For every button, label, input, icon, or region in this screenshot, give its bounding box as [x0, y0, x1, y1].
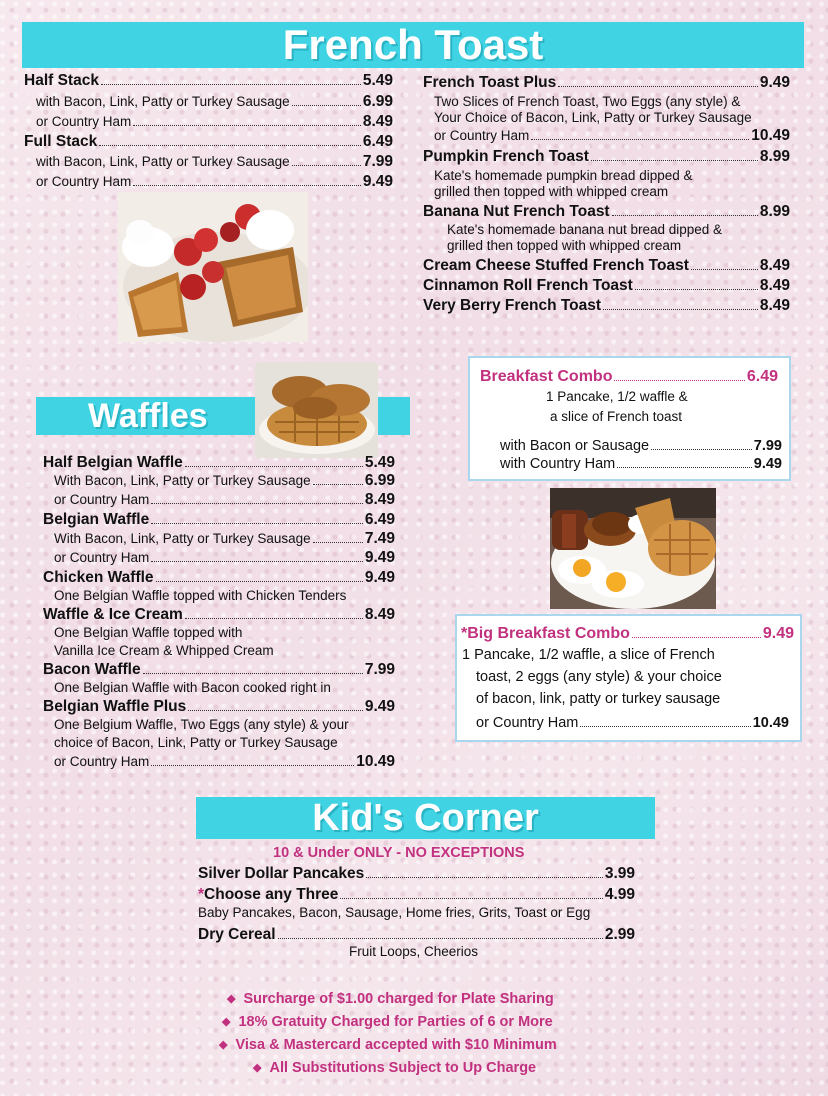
menu-option-half-belgian-bacon: With Bacon, Link, Patty or Turkey Sausage 6.99 — [54, 472, 395, 489]
menu-option-half-stack-ham: or Country Ham 8.49 — [36, 113, 393, 130]
waffle-plus-desc-1: One Belgium Waffle, Two Eggs (any style) & your — [54, 717, 349, 732]
big-combo-desc-3: of bacon, link, patty or turkey sausage — [476, 691, 721, 707]
ice-cream-desc-2: Vanilla Ice Cream & Whipped Cream — [54, 643, 274, 658]
menu-option-french-toast-plus-ham: or Country Ham 10.49 — [434, 127, 790, 144]
waffles-title: Waffles — [88, 397, 208, 435]
menu-item-banana-nut-french-toast: Banana Nut French Toast 8.99 — [423, 203, 790, 221]
pumpkin-desc-2: grilled then topped with whipped cream — [434, 184, 669, 199]
chicken-waffle-desc: One Belgian Waffle topped with Chicken Tenders — [54, 588, 347, 603]
note-substitutions: ◆ All Substitutions Subject to Up Charge — [253, 1060, 537, 1076]
menu-option-half-belgian-ham: or Country Ham 8.49 — [54, 491, 395, 508]
french-toast-photo — [118, 192, 308, 342]
big-combo-desc-2: toast, 2 eggs (any style) & your choice — [476, 669, 722, 685]
kids-corner-banner — [196, 797, 655, 839]
menu-item-pumpkin-french-toast: Pumpkin French Toast 8.99 — [423, 148, 790, 166]
pumpkin-desc-1: Kate's homemade pumpkin bread dipped & — [434, 168, 693, 183]
banana-desc-1: Kate's homemade banana nut bread dipped & — [447, 222, 723, 237]
bullet-icon: ◆ — [227, 993, 236, 1005]
kids-cereal-desc: Fruit Loops, Cheerios — [349, 944, 479, 959]
kids-choose-desc: Baby Pancakes, Bacon, Sausage, Home fries, Grits, Toast or Egg — [198, 905, 591, 920]
bullet-icon: ◆ — [222, 1016, 231, 1028]
kids-item-choose-any-three: *Choose any Three 4.99 — [198, 886, 635, 904]
french-toast-plus-desc-2: Your Choice of Bacon, Link, Patty or Turkey Sausage — [434, 110, 752, 125]
menu-option-half-stack-bacon: with Bacon, Link, Patty or Turkey Sausage 6.99 — [36, 93, 393, 110]
breakfast-combo-ham-option: with Country Ham 9.49 — [500, 456, 782, 473]
menu-item-waffle-ice-cream: Waffle & Ice Cream 8.49 — [43, 606, 395, 624]
menu-item-cinnamon-roll: Cinnamon Roll French Toast 8.49 — [423, 277, 790, 295]
menu-item-bacon-waffle: Bacon Waffle 7.99 — [43, 661, 395, 679]
kids-item-dry-cereal: Dry Cereal 2.99 — [198, 926, 635, 944]
menu-item-cream-cheese-stuffed: Cream Cheese Stuffed French Toast 8.49 — [423, 257, 790, 275]
kids-restriction: 10 & Under ONLY - NO EXCEPTIONS — [273, 845, 525, 861]
banana-desc-2: grilled then topped with whipped cream — [447, 238, 682, 253]
menu-item-half-stack: Half Stack 5.49 — [24, 72, 393, 90]
french-toast-plus-desc-1: Two Slices of French Toast, Two Eggs (any style) & — [434, 94, 741, 109]
french-toast-banner — [22, 22, 804, 68]
big-combo-desc-1: 1 Pancake, 1/2 waffle, a slice of French — [462, 647, 715, 663]
note-plate-sharing: ◆ Surcharge of $1.00 charged for Plate Sharing — [227, 991, 554, 1007]
menu-item-belgian-waffle: Belgian Waffle 6.49 — [43, 511, 395, 529]
note-payment: ◆ Visa & Mastercard accepted with $10 Minimum — [219, 1037, 557, 1053]
bullet-icon: ◆ — [219, 1039, 228, 1051]
menu-item-very-berry: Very Berry French Toast 8.49 — [423, 297, 790, 315]
big-combo-ham-option: or Country Ham 10.49 — [476, 715, 789, 732]
ice-cream-desc-1: One Belgian Waffle topped with — [54, 625, 243, 640]
kids-corner-title: Kid's Corner — [312, 797, 539, 839]
waffle-plus-desc-2: choice of Bacon, Link, Patty or Turkey Sausage — [54, 735, 338, 750]
breakfast-combo-desc-2: a slice of French toast — [550, 409, 683, 424]
menu-item-full-stack: Full Stack 6.49 — [24, 133, 393, 151]
big-breakfast-combo-title: *Big Breakfast Combo 9.49 — [461, 624, 794, 642]
menu-option-full-stack-ham: or Country Ham 9.49 — [36, 173, 393, 190]
note-gratuity: ◆ 18% Gratuity Charged for Parties of 6 or More — [222, 1014, 553, 1030]
waffle-photo — [255, 362, 378, 458]
breakfast-combo-desc-1: 1 Pancake, 1/2 waffle & — [546, 389, 688, 404]
menu-option-belgian-bacon: With Bacon, Link, Patty or Turkey Sausage 7.49 — [54, 530, 395, 547]
breakfast-combo-title: Breakfast Combo 6.49 — [480, 367, 778, 385]
bacon-waffle-desc: One Belgian Waffle with Bacon cooked right in — [54, 680, 331, 695]
french-toast-title: French Toast — [282, 21, 544, 68]
menu-option-full-stack-bacon: with Bacon, Link, Patty or Turkey Sausage 7.99 — [36, 153, 393, 170]
menu-item-chicken-waffle: Chicken Waffle 9.49 — [43, 569, 395, 587]
kids-item-silver-dollar-pancakes: Silver Dollar Pancakes 3.99 — [198, 865, 635, 883]
bullet-icon: ◆ — [253, 1062, 262, 1074]
breakfast-combo-photo — [550, 488, 716, 609]
menu-option-waffle-plus-ham: or Country Ham 10.49 — [54, 753, 395, 770]
menu-item-belgian-waffle-plus: Belgian Waffle Plus 9.49 — [43, 698, 395, 716]
menu-option-belgian-ham: or Country Ham 9.49 — [54, 549, 395, 566]
menu-item-half-belgian-waffle: Half Belgian Waffle 5.49 — [43, 454, 395, 472]
breakfast-combo-bacon-option: with Bacon or Sausage 7.99 — [500, 438, 782, 455]
menu-item-french-toast-plus: French Toast Plus 9.49 — [423, 74, 790, 92]
